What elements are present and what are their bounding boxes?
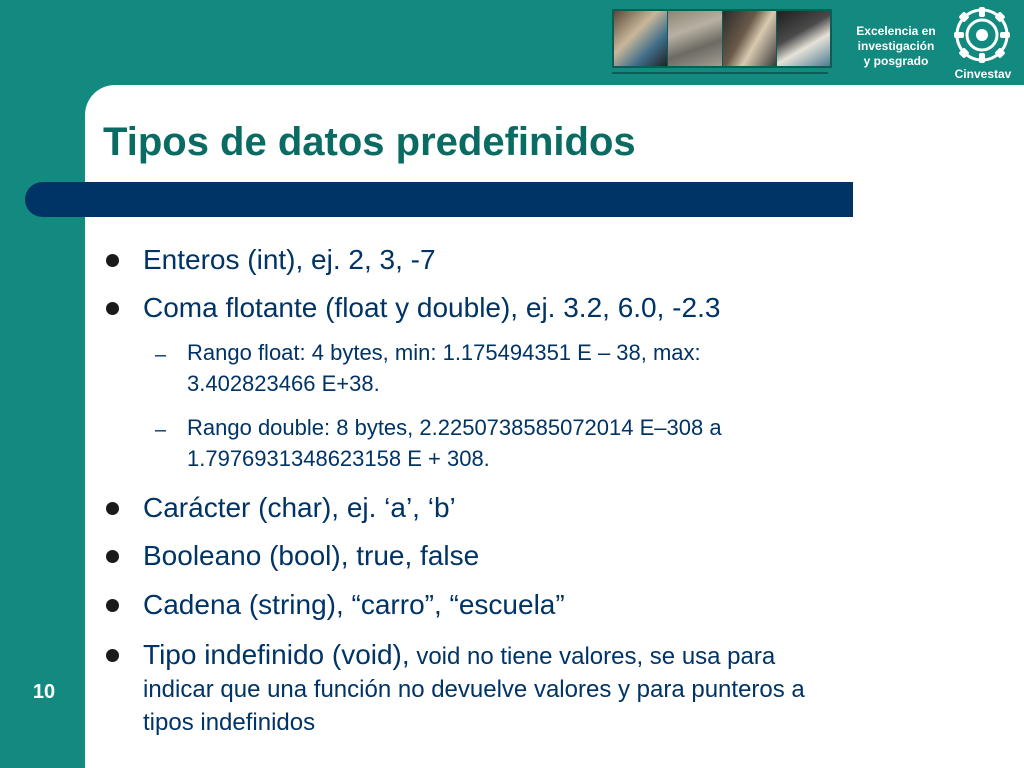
bullet-text-lead: Tipo indefinido (void), bbox=[143, 639, 410, 670]
slide-title: Tipos de datos predefinidos bbox=[103, 120, 636, 164]
bullet-dot bbox=[106, 254, 119, 267]
tagline-line: investigación bbox=[857, 39, 935, 53]
sub-bullet-line: 1.7976931348623158 E + 308. bbox=[187, 446, 490, 471]
bullet-dot bbox=[106, 302, 119, 315]
bullet-text-continuation: void no tiene valores, se usa para bbox=[409, 643, 776, 670]
bullet-text: Coma flotante (float y double), ej. 3.2, 6.0, -2.3 bbox=[143, 292, 721, 323]
sub-bullet-text bbox=[187, 412, 722, 474]
bullet-text: Carácter (char), ej. ‘a’, ‘b’ bbox=[143, 492, 456, 523]
bullet-dot bbox=[106, 599, 119, 612]
header-photo-strip bbox=[612, 9, 832, 68]
bullet-dot bbox=[106, 649, 119, 662]
microscope-photo bbox=[723, 11, 777, 66]
tagline-line: y posgrado bbox=[863, 54, 929, 68]
sub-bullet-dash: – bbox=[155, 344, 167, 366]
lab-technician-photo bbox=[777, 11, 830, 66]
microscopy-photo bbox=[668, 11, 722, 66]
lab-photo bbox=[614, 11, 668, 66]
bullet-text: Cadena (string), “carro”, “escuela” bbox=[143, 589, 565, 620]
sub-bullet-line: Rango float: 4 bytes, min: 1.175494351 E – 38, max: bbox=[187, 340, 701, 365]
bullet-text bbox=[143, 638, 805, 739]
logo-text: Cinvestav bbox=[954, 67, 1012, 81]
cinvestav-logo-icon bbox=[946, 5, 1018, 65]
bullet-continuation-line: indicar que una función no devuelve valores y para punteros a bbox=[143, 676, 805, 703]
bullet-continuation-line: tipos indefinidos bbox=[143, 709, 316, 736]
header-divider bbox=[612, 72, 828, 74]
page-number: 10 bbox=[32, 681, 56, 703]
sub-bullet-line: 3.402823466 E+38. bbox=[187, 371, 380, 396]
bullet-dot bbox=[106, 550, 119, 563]
sub-bullet-line: Rango double: 8 bytes, 2.2250738585072014 E–308 a bbox=[187, 415, 722, 440]
tagline-line: Excelencia en bbox=[856, 24, 936, 38]
sub-bullet-text bbox=[187, 337, 701, 399]
bullet-dot bbox=[106, 502, 119, 515]
bullet-text: Booleano (bool), true, false bbox=[143, 540, 480, 571]
title-underline-bar bbox=[25, 182, 853, 217]
bullet-text: Enteros (int), ej. 2, 3, -7 bbox=[143, 244, 436, 275]
header-tagline bbox=[840, 24, 952, 69]
sub-bullet-dash: – bbox=[155, 419, 167, 441]
